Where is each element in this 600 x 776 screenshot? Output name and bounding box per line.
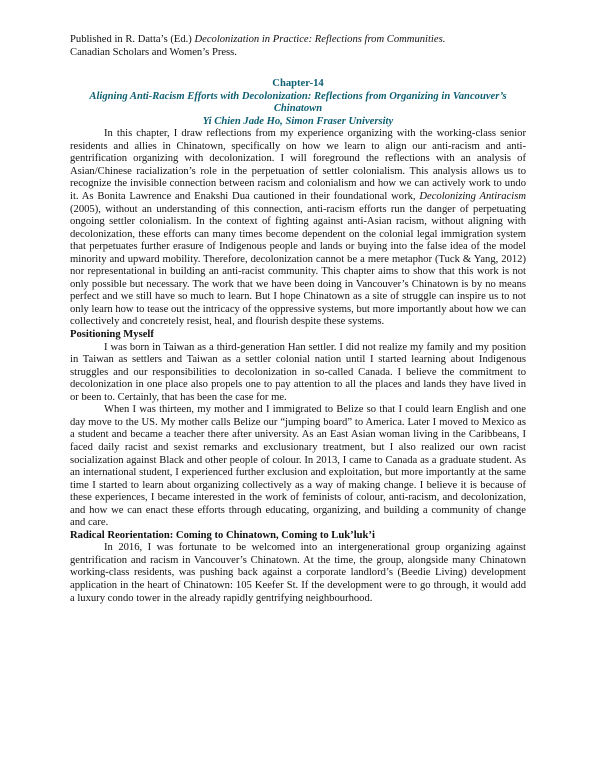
- book-title: Decolonization in Practice: Reflections from Communities.: [194, 34, 446, 45]
- intro-text-2: (2005), without an understanding of this connection, anti-racism efforts run the danger of perpetuating ongoing settler colonialism. In the context of fighting against anti-Asian racism, without aligning with decolonization, these efforts can many times become dependent on the colonial legal immigration system that perpetuates further erasure of Indigenous people and lands or buying into the false idea of the model minority and upward mobility. Therefore, decolonization cannot be a mere metaphor (Tuck & Yang, 2012) nor representational in building an anti-racist community. This chapter aims to show that this work is not only possible but necessary. The work that we have been doing in Vancouver’s Chinatown is by no means perfect and we still have so much to learn. But I hope Chinatown as a site of struggle can inspire us to not only learn how to tease out the intricacy of the oppressive systems, but more importantly about how we can collectively and concretely resist, heal, and flourish despite these systems.: [70, 203, 526, 328]
- chapter-author: Yi Chien Jade Ho, Simon Fraser University: [202, 115, 394, 127]
- reorientation-paragraph-1: In 2016, I was fortunate to be welcomed into an intergenerational group organizing against gentrification and racism in Vancouver’s Chinatown. At the time, the group, alongside many Chinatown working-class residents, was pushing back against a corporate landlord’s (Beedie Living) development application in the heart of Chinatown: 105 Keefer St. If the development were to go through, it would add a luxury condo tower in the already rapidly gentrifying neighbourhood.: [70, 542, 526, 604]
- publication-note: [70, 34, 526, 59]
- section-heading-reorientation: Radical Reorientation: Coming to Chinatown, Coming to Luk’luk’i: [70, 529, 375, 541]
- intro-paragraph: [70, 128, 526, 329]
- publisher: Canadian Scholars and Women’s Press.: [70, 46, 237, 58]
- intro-text-1: In this chapter, I draw reflections from my experience organizing with the working-class senior residents and allies in Chinatown, specifically on how we learn to align our anti-racism and anti-gentrification organizing with decolonization. I will foreground the reflections with an analysis of Asian/Chinese racialization’s role in the perpetuation of settler colonialism. This analysis allows us to recognize the invisible connection between racism and colonialism and how we can actively work to undo it. As Bonita Lawrence and Enakshi Dua cautioned in their foundational work,: [70, 128, 526, 203]
- chapter-heading: [70, 78, 526, 128]
- section-heading-positioning: Positioning Myself: [70, 329, 154, 341]
- positioning-paragraph-1: I was born in Taiwan as a third-generation Han settler. I did not realize my family and my position in Taiwan as settlers and Taiwan as a settler colonial nation until I started learning about Indigenous struggles and our responsibilities to decolonization in so-called Canada. I believe the commitment to decolonization in one place also propels one to pay attention to all the places and lands they have lived in or been to. Certainly, that has been the case for me.: [70, 341, 526, 403]
- positioning-paragraph-2: When I was thirteen, my mother and I immigrated to Belize so that I could learn English and one day move to the US. My mother calls Belize our “jumping board” to America. Later I moved to Mexico as a student and became a teacher there after university. As an East Asian woman living in the Caribbeans, I faced daily racist and sexist remarks and exclusionary treatment, but I also realized our own racist socialization against Black and other people of colour. In 2013, I came to Canada as a graduate student. As an international student, I experienced further exclusion and exploitation, but more importantly at the same time I started to learn about organizing collectively as a way of making change. I believe it is because of these experiences, I became interested in the work of feminists of colour, anti-racism, and decolonization, and how we can enact these efforts through educating, organizing, and building a community of change and care.: [70, 404, 526, 529]
- publication-prefix: Published in R. Datta’s (Ed.): [70, 34, 195, 45]
- document-page: [70, 34, 526, 605]
- chapter-title: Aligning Anti-Racism Efforts with Decolonization: Reflections from Organizing in Vancouver’s Chinatown: [89, 90, 507, 115]
- cited-work-title: Decolonizing Antiracism: [419, 191, 526, 203]
- chapter-number: Chapter-14: [272, 78, 324, 90]
